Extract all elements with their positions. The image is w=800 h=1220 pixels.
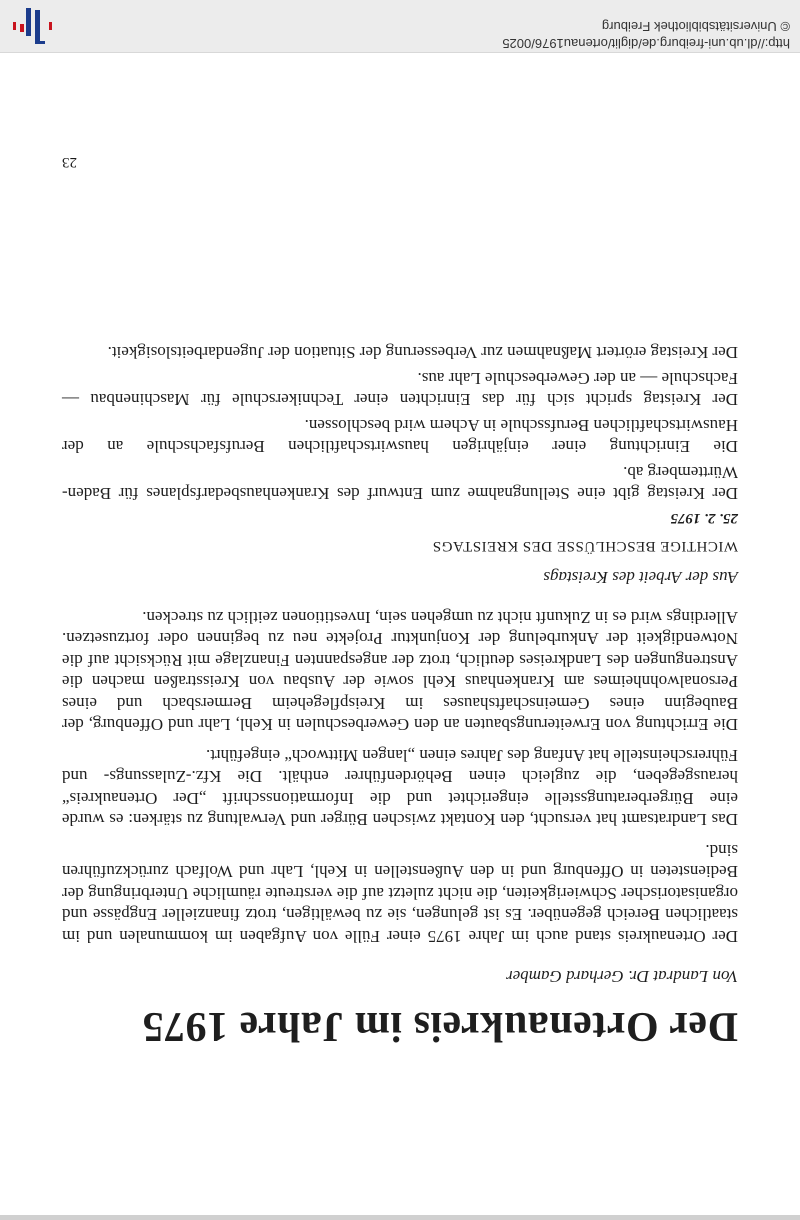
scan-edge <box>0 1215 800 1220</box>
section-heading: WICHTIGE BESCHLÜSSE DES KREISTAGS <box>432 538 738 555</box>
decision-3: Der Kreistag spricht sich für das Einrichten einer Technikerschule für Maschinenbau — Fachschule — an der Gewerbeschule Lahr aus. <box>62 369 738 410</box>
section-subtitle: Aus der Arbeit des Kreistags <box>543 568 738 588</box>
article-byline: Von Landrat Dr. Gerhard Gamber <box>506 967 738 986</box>
paragraph-3: Die Errichtung von Erweiterungsbauten an den Gewerbeschulen in Kehl, Lahr und Offenburg, der Baubeginn eines Gemeinschaftshauses im Kreispflegeheim Bermersbach und eines Personalwohnheimes am Krankenhaus Kehl sowie der Ausbau von Kreisstraßen machen die Anstrengungen des Landkreises deutlich, trotz der angespannten Finanzlage mit Rücksicht auf die Notwendigkeit der Ankurbelung der Konjunktur Projekte neu zu beginnen oder fortzusetzen. Allerdings wird es in Zukunft nicht zu umgehen sein, Investitionen zeitlich zu strecken. <box>62 608 738 735</box>
footer-text <box>400 18 790 52</box>
paragraph-2: Das Landratsamt hat versucht, den Kontakt zwischen Bürger und Verwaltung zu stärken: es wurde eine Bürgerberatungsstelle eingerichtet und die Informationsschrift „Der Ortenaukreis“ herausgegeben, die zugleich einen Behördenführer enthält. Die Kfz.-Zulassungs- und Führerscheinstelle hat Anfang des Jahres einen „langen Mittwoch“ eingeführt. <box>62 746 738 830</box>
paragraph-1: Der Ortenaukreis stand auch im Jahre 1975 einer Fülle von Aufgaben im kommunalen und im staatlichen Bereich gegenüber. Es ist gelungen, sie zu bewältigen, trotz finanzieller Engpässe und organisatorischer Schwierigkeiten, die nicht zuletzt auf die verstreute räumliche Unterbringung der Bediensteten in Offenburg und in den Außenstellen in Kehl, Lahr und Wolfach zurückzuführen sind. <box>62 841 738 946</box>
footer-copyright: © Universitätsbibliothek Freiburg <box>601 19 790 34</box>
decision-1: Der Kreistag gibt eine Stellungnahme zum Entwurf des Krankenhausbedarfsplanes für Baden-Württemberg ab. <box>62 463 738 504</box>
article <box>62 342 738 1051</box>
footer-url[interactable]: http://dl.ub.uni-freiburg.de/diglit/ortenau1976/0025 <box>502 36 790 51</box>
article-title: Der Ortenaukreis im Jahre 1975 <box>142 1003 738 1049</box>
page-number: 23 <box>62 154 77 170</box>
decision-2: Die Einrichtung einer einjährigen hauswirtschaftlichen Berufsfachschule an der Hauswirtschaftlichen Berufsschule in Achern wird beschlossen. <box>62 416 738 457</box>
meeting-date: 25. 2. 1975 <box>670 510 738 527</box>
library-logo-icon <box>10 8 54 48</box>
library-footer <box>0 0 800 53</box>
decision-4: Der Kreistag erörtert Maßnahmen zur Verbesserung der Situation der Jugendarbeitslosigkeit. <box>107 343 738 363</box>
